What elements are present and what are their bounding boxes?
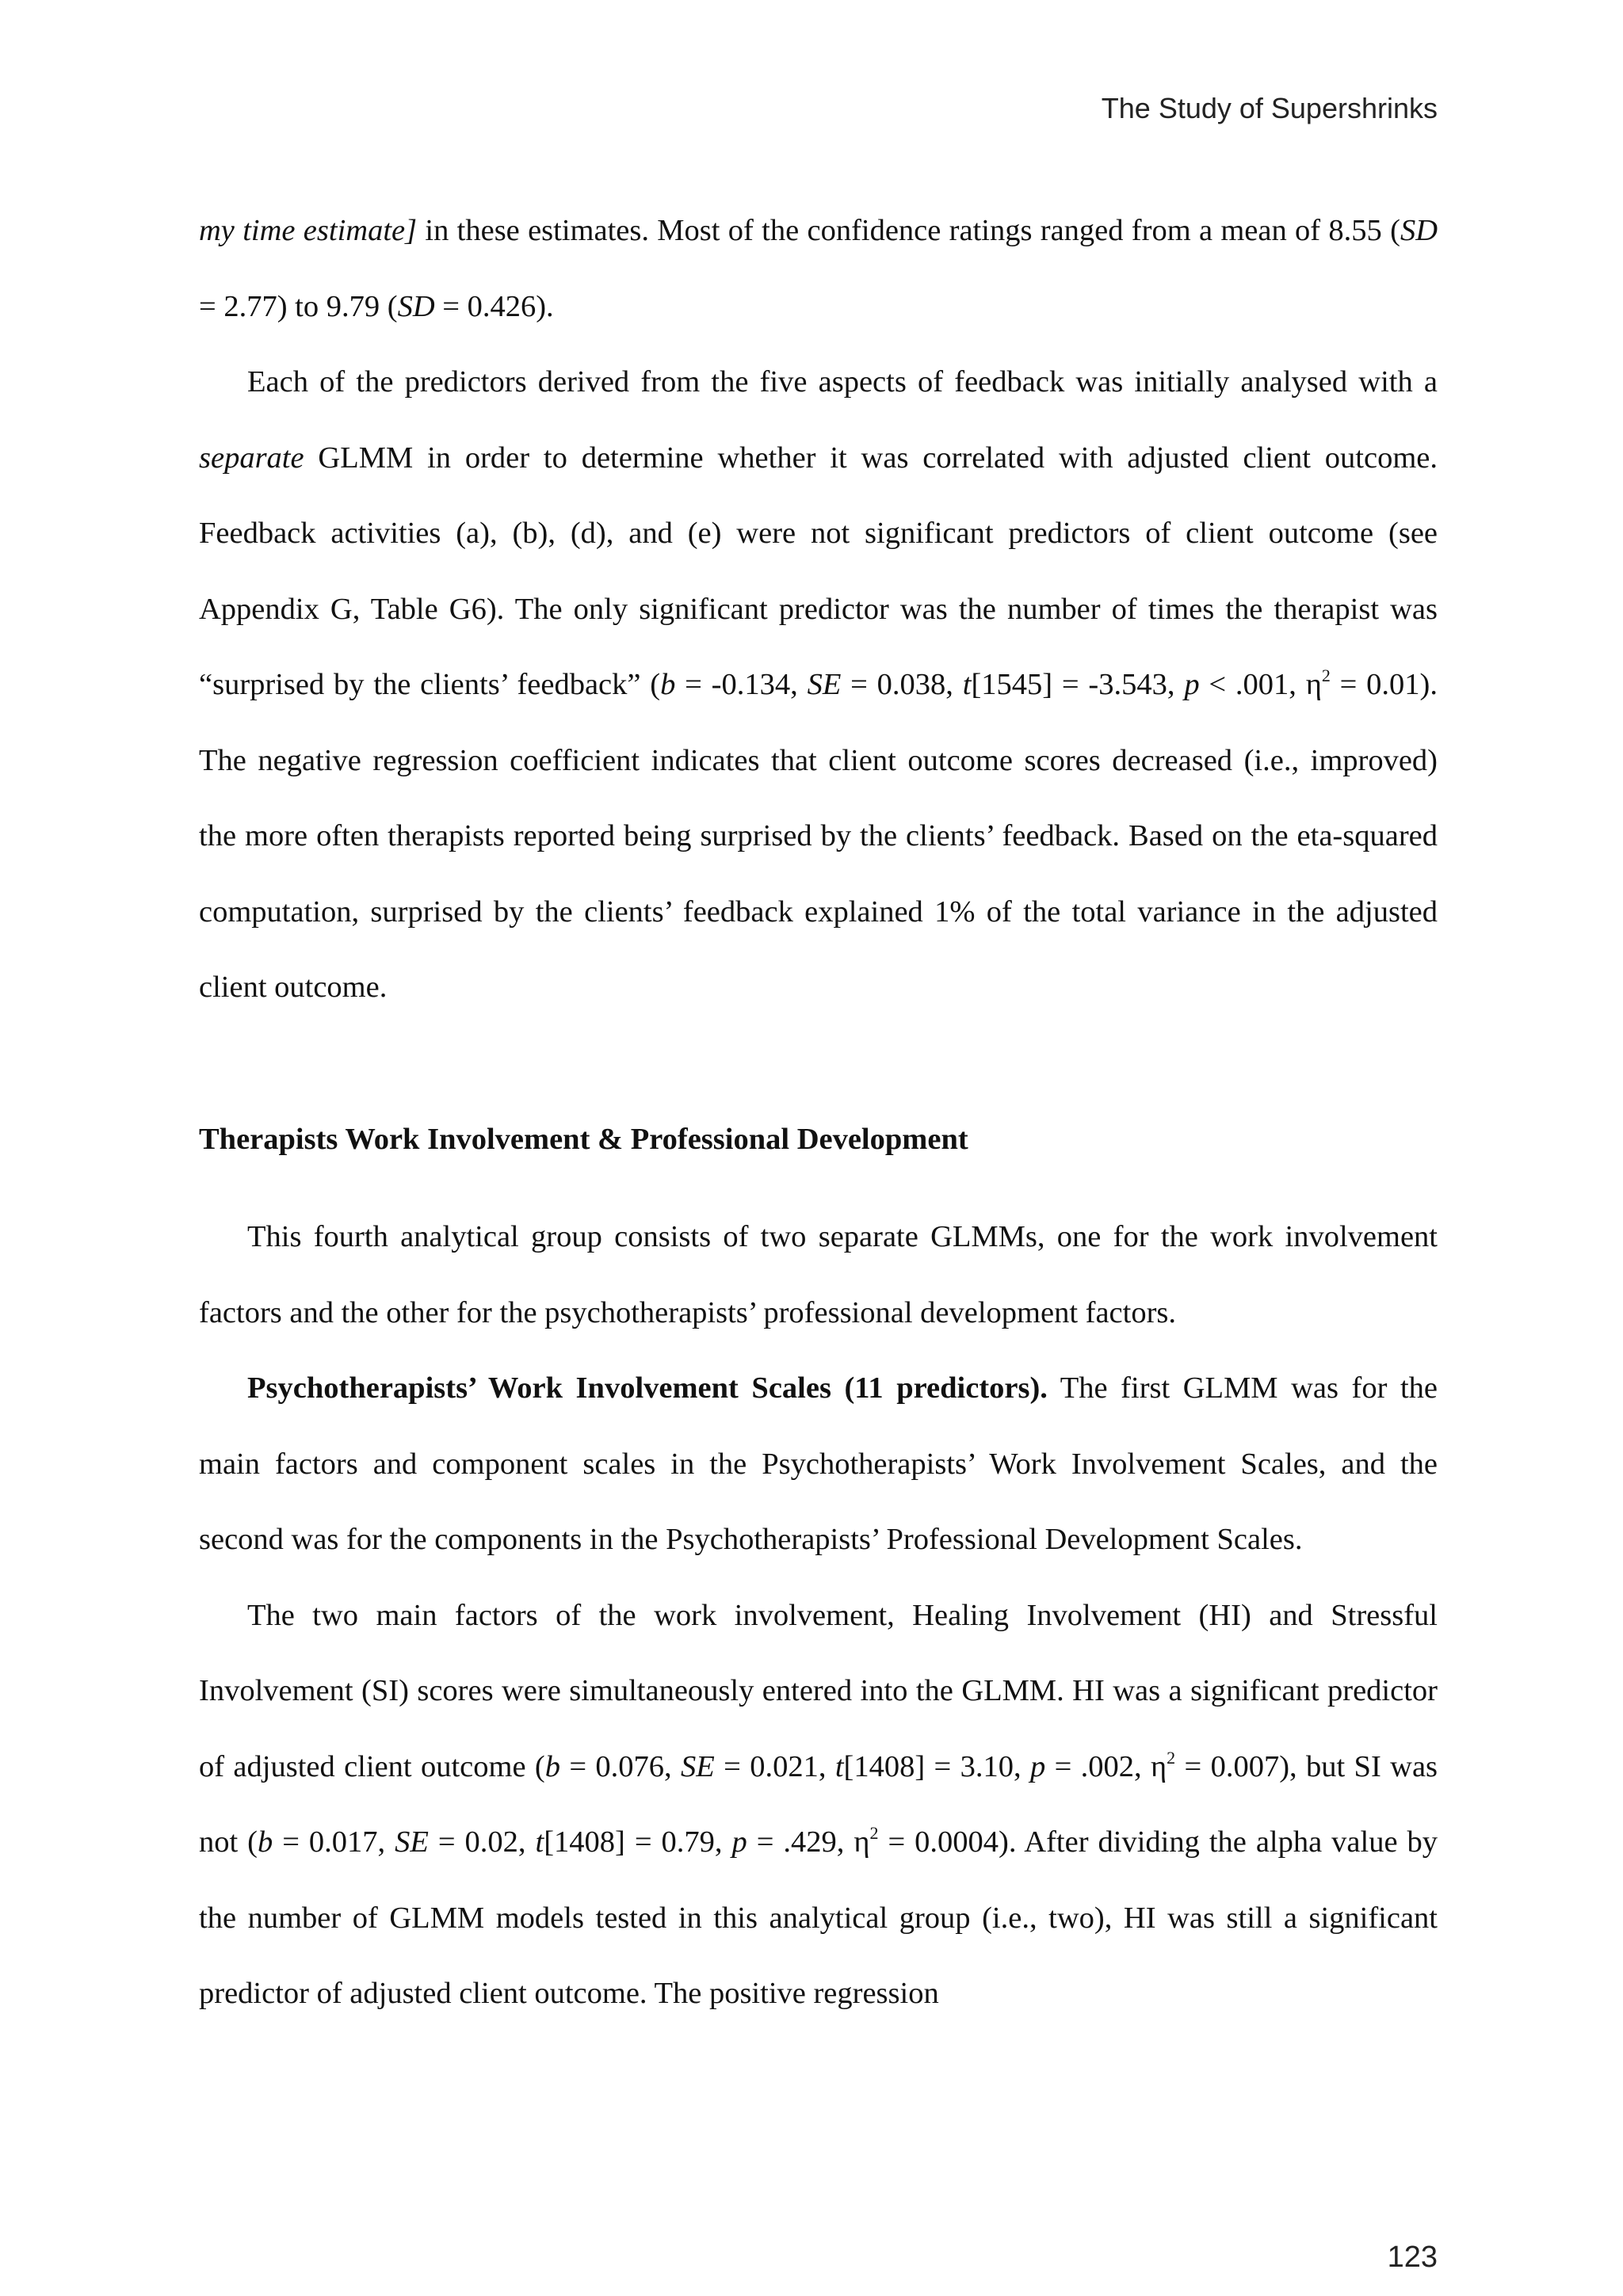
text: = 0.076, (559, 1749, 682, 1783)
stat-label: p (1029, 1749, 1046, 1783)
stat-label: b (660, 668, 676, 701)
superscript: 2 (869, 1823, 879, 1843)
text: GLMM in order to determine whether it was correlated with adjusted client outcome. Feedback activities (a), (b), (d), and (e) were not significant predictors of client outcome (see Appendix G, Table G6). The only significant predictor was the number of times the therapist was “surprised by the clients’ feedback” ( (199, 441, 1438, 701)
stat-label: SD (397, 289, 435, 323)
text: = .429, η (747, 1825, 870, 1859)
text: = 0.01). The negative regression coefficient indicates that client outcome scores decreased (i.e., improved) the more often therapists reported being surprised by the clients’ feedback. Based on the eta-squared computation, surprised by the clients’ feedback explained 1% of the total variance in the adjusted client outcome. (199, 668, 1438, 1004)
text: = 0.007), but SI was not ( (199, 1749, 1438, 1859)
stat-label: SE (681, 1749, 715, 1783)
stat-label: t (962, 668, 972, 701)
stat-label: t (834, 1749, 844, 1783)
superscript: 2 (1321, 666, 1331, 685)
section-heading: Therapists Work Involvement & Professional Development (199, 1122, 968, 1156)
paragraph-5 (199, 1578, 1438, 2032)
text: = 0.02, (428, 1825, 536, 1859)
page-body (199, 193, 1438, 2032)
paragraph-2 (199, 345, 1438, 1026)
text: in these estimates. Most of the confidence ratings ranged from a mean of 8.55 ( (417, 214, 1400, 247)
running-head: The Study of Supershrinks (1101, 92, 1438, 124)
text: The first GLMM was for the main factors and component scales in the Psychotherapists’ Work Involvement Scales, and the second was for the components in the Psychotherapists’ Professional Development Scales. (199, 1371, 1438, 1556)
text: = 0.426). (434, 289, 554, 323)
stat-label: p (731, 1825, 747, 1859)
text: = .002, η (1045, 1749, 1167, 1783)
text: [1545] = -3.543, (971, 668, 1185, 701)
paragraph-4 (199, 1351, 1438, 1578)
text: = 0.021, (714, 1749, 835, 1783)
text: = 0.0004). After dividing the alpha value by the number of GLMM models tested in this analytical group (i.e., two), HI was still a significant predictor of adjusted client outcome. The positive regression (199, 1825, 1438, 2010)
stat-label: SE (395, 1825, 429, 1859)
italic-text: separate (199, 441, 304, 475)
text: = 0.017, (273, 1825, 395, 1859)
superscript: 2 (1167, 1747, 1176, 1768)
text: = 0.038, (841, 668, 963, 701)
stat-label: SD (1400, 214, 1438, 247)
text: = -0.134, (675, 668, 808, 701)
text: < .001, η (1199, 668, 1322, 701)
text: [1408] = 0.79, (544, 1825, 732, 1859)
stat-label: p (1184, 668, 1200, 701)
stat-label: SE (807, 668, 842, 701)
paragraph-3: This fourth analytical group consists of two separate GLMMs, one for the work involvement factors and the other for the psychotherapists’ professional development factors. (199, 1220, 1438, 1329)
text: Each of the predictors derived from the five aspects of feedback was initially analysed with a (247, 365, 1438, 399)
italic-text: my time estimate] (199, 214, 418, 247)
stat-label: t (535, 1825, 544, 1859)
stat-label: b (544, 1749, 560, 1783)
paragraph-1 (199, 193, 1438, 345)
page-number: 123 (1387, 2241, 1438, 2274)
text: = 2.77) to 9.79 ( (199, 289, 398, 323)
stat-label: b (258, 1825, 273, 1859)
text: [1408] = 3.10, (843, 1749, 1030, 1783)
text: The two main factors of the work involvement, Healing Involvement (HI) and Stressful Involvement (SI) scores were simultaneously entered into the GLMM. HI was a significant predictor of adjusted client outcome ( (199, 1598, 1438, 1783)
subsection-heading: Psychotherapists’ Work Involvement Scales (11 predictors). (247, 1371, 1048, 1405)
